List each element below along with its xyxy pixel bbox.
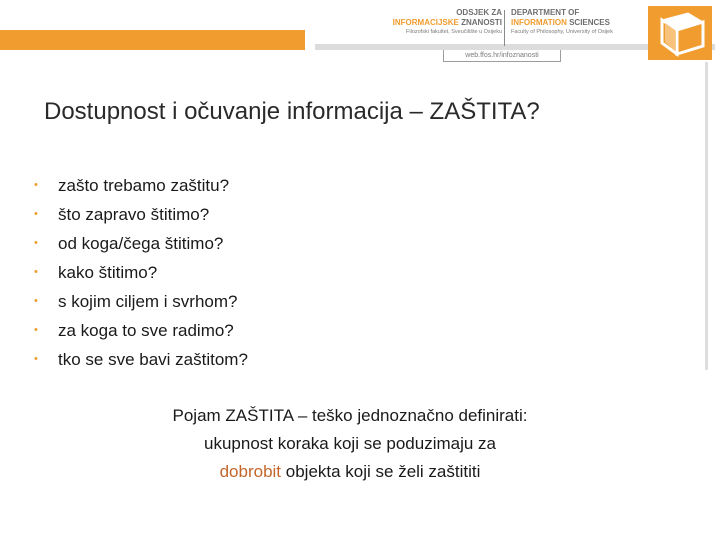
list-item: • što zapravo štitimo? xyxy=(58,200,248,229)
header-orange-bar xyxy=(0,30,305,50)
slide-title: Dostupnost i očuvanje informacija – ZAŠTITA? xyxy=(44,98,540,125)
website-url[interactable]: web.ffos.hr/infoznanosti xyxy=(443,50,561,62)
bullet-icon: • xyxy=(34,179,38,191)
department-header xyxy=(385,8,635,48)
list-item: • zašto trebamo zaštitu? xyxy=(58,171,248,200)
dept-hr-line1: ODSJEK ZA xyxy=(456,8,502,17)
dept-en-line1: DEPARTMENT OF xyxy=(511,8,580,17)
department-croatian xyxy=(393,8,502,37)
definition-line3 xyxy=(100,458,600,486)
dept-hr-line2a: INFORMACIJSKE xyxy=(392,18,459,27)
bullet-icon: • xyxy=(34,237,38,249)
bullet-icon: • xyxy=(34,266,38,278)
definition-text xyxy=(100,402,600,486)
dept-en-line2b: SCIENCES xyxy=(569,18,610,27)
list-item: • kako štitimo? xyxy=(58,258,248,287)
right-edge-rule xyxy=(705,62,708,370)
highlighted-word: dobrobit xyxy=(219,462,282,481)
bullet-icon: • xyxy=(34,353,38,365)
dept-en-line2a: INFORMATION xyxy=(511,18,567,27)
department-english xyxy=(511,8,613,37)
dept-en-subtitle: Faculty of Philosophy, University of Osijek xyxy=(511,29,613,35)
question-list xyxy=(34,171,248,374)
dept-hr-subtitle: Filozofski fakultet, Sveučilište u Osijeku xyxy=(406,29,502,35)
definition-line2: ukupnost koraka koji se poduzimaju za xyxy=(204,434,496,453)
list-item: • tko se sve bavi zaštitom? xyxy=(58,345,248,374)
bullet-icon: • xyxy=(34,324,38,336)
header-divider xyxy=(504,10,505,46)
dept-hr-line2b: ZNANOSTI xyxy=(461,18,502,27)
definition-line3-rest: objekta koji se želi zaštititi xyxy=(281,462,481,481)
list-item: • s kojim ciljem i svrhom? xyxy=(58,287,248,316)
list-item: • od koga/čega štitimo? xyxy=(58,229,248,258)
bullet-icon: • xyxy=(34,208,38,220)
list-item: • za koga to sve radimo? xyxy=(58,316,248,345)
cube-logo-icon xyxy=(648,6,712,60)
definition-line1: Pojam ZAŠTITA – teško jednoznačno definirati: xyxy=(172,406,528,425)
bullet-icon: • xyxy=(34,295,38,307)
